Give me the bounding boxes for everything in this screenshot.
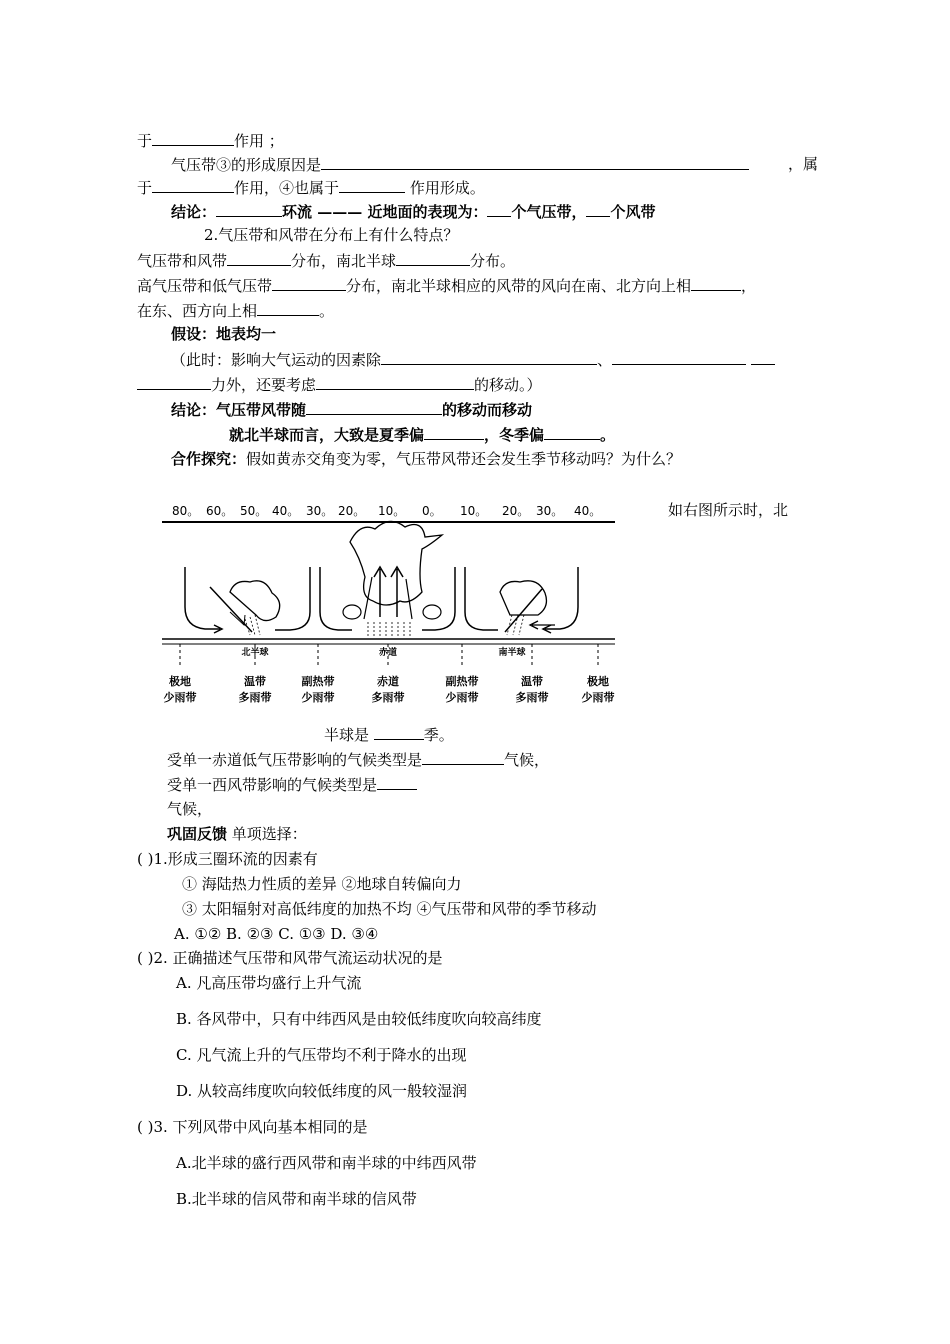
pressure-belt-diagram [160,497,620,712]
zone-label-top: 副热带 [445,675,479,688]
blank[interactable] [152,129,234,146]
question-2-heading: 2.气压带和风带在分布上有什么特点？ [204,226,459,244]
line-3: 于 作用，④也属于 作用形成。 [137,176,485,199]
conclusion-2: 结论：气压带风带随 的移动而移动 [171,398,532,421]
zone-label-top: 温带 [521,675,543,688]
zone-label-top: 极地 [169,675,191,688]
zone-label-bottom: 多雨带 [371,691,405,704]
line-7: 高气压带和低气压带 分布，南北半球相应的风带的风向在南、北方向上相 ， [137,274,756,297]
blank[interactable] [339,176,405,193]
latitude-label: 40。 [574,504,602,518]
latitude-label: 20。 [338,504,366,518]
blank[interactable] [227,249,291,266]
zone-label-top: 副热带 [301,675,335,688]
line-19: 气候， [167,800,213,818]
latitude-label: 0。 [422,504,442,518]
latitude-label: 20。 [502,504,530,518]
line-1: 于 作用 ； [137,129,284,152]
line-2-end: ，属 [788,155,819,173]
blank[interactable] [544,423,600,440]
latitude-label: 50。 [240,504,268,518]
polar-downdraft-arrow-right [545,567,578,629]
question-2-option-c: C. 凡气流上升的气压带均不利于降水的出现 [176,1046,467,1064]
blank[interactable] [424,423,484,440]
question-3-option-b: B.北半球的信风带和南半球的信风带 [176,1190,417,1208]
hemisphere-label: 南半球 [498,648,526,658]
blank[interactable] [612,348,746,365]
zone-label-bottom: 多雨带 [515,691,549,704]
blank[interactable] [396,249,470,266]
blank[interactable] [586,200,610,217]
latitude-label: 10。 [460,504,488,518]
blank[interactable] [272,274,346,291]
blank[interactable] [487,200,511,217]
question-1-answers: A. ①② B. ②③ C. ①③ D. ③④ [174,925,379,943]
latitude-label: 80。 [172,504,200,518]
polar-downdraft-arrow-left [185,567,220,629]
subtropical-downdraft-south [422,567,455,630]
conclusion-1: 结论： 环流 ——— 近地面的表现为： 个气压带， 个风带 [171,200,656,223]
zone-label-bottom: 少雨带 [445,691,479,704]
latitude-label: 40。 [272,504,300,518]
question-2-option-b: B. 各风带中，只有中纬西风是由较低纬度吹向较高纬度 [176,1010,542,1028]
convection-cloud [350,521,442,605]
question-2: ( )2. 正确描述气压带和风带气流运动状况的是 [137,949,443,967]
latitude-label: 30。 [536,504,564,518]
zone-label-bottom: 少雨带 [301,691,335,704]
blank[interactable] [152,176,234,193]
line-16: 半球是 季。 [324,723,454,746]
blank[interactable] [691,274,741,291]
assumption: 假设：地表均一 [171,325,277,343]
line-18: 受单一西风带影响的气候类型是 [167,773,417,796]
question-1-options-b: ③ 太阳辐射对高低纬度的加热不均 ④气压带和风带的季节移动 [182,900,597,918]
blank[interactable] [422,748,504,765]
blank[interactable] [316,373,474,390]
hemisphere-labels [241,646,525,658]
subtropical-downdraft-north [275,567,310,630]
hemisphere-label: 北半球 [241,648,269,658]
line-11: 力外，还要考虑 的移动。） [137,373,542,396]
question-3: ( )3. 下列风带中风向基本相同的是 [137,1118,368,1136]
zone-labels [164,674,615,704]
line-2: 气压带③的形成原因是 [171,153,749,176]
blank[interactable] [306,398,442,415]
line-17: 受单一赤道低气压带影响的气候类型是 气候， [167,748,549,771]
question-2-option-a: A. 凡高压带均盛行上升气流 [176,974,362,992]
zone-label-bottom: 多雨带 [238,691,272,704]
latitude-label: 30。 [306,504,334,518]
blank[interactable] [257,299,319,316]
blank[interactable] [216,200,282,217]
blank[interactable] [377,773,417,790]
blank[interactable] [137,373,211,390]
line-8: 在东、西方向上相 。 [137,299,334,322]
blank[interactable] [381,348,597,365]
latitude-labels [172,504,601,518]
blank[interactable] [374,723,424,740]
zone-label-top: 极地 [587,675,609,688]
zone-label-top: 赤道 [377,675,399,688]
latitude-label: 60。 [206,504,234,518]
zone-label-top: 温带 [244,675,266,688]
conclusion-3: 就北半球而言，大致是夏季偏 ，冬季偏 。 [229,423,615,446]
blank[interactable] [321,153,749,170]
line-6: 气压带和风带 分布，南北半球 分布。 [137,249,515,272]
question-3-option-a: A.北半球的盛行西风带和南半球的中纬西风带 [176,1154,477,1172]
question-2-option-d: D. 从较高纬度吹向较低纬度的风一般较湿润 [176,1082,468,1100]
hemisphere-label: 赤道 [378,648,398,658]
line-10: （此时：影响大气运动的因素除 、 [171,348,775,371]
practice-heading: 巩固反馈 单项选择： [167,825,307,843]
question-1: ( )1.形成三圈环流的因素有 [137,850,318,868]
front-cloud-north [230,581,280,621]
blank[interactable] [751,348,775,365]
zone-label-bottom: 少雨带 [163,691,197,704]
question-1-options-a: ① 海陆热力性质的差异 ②地球自转偏向力 [182,875,462,893]
cooperative-inquiry: 合作探究：假如黄赤交角变为零，气压带风带还会发生季节移动吗？为什么？ [171,450,682,468]
latitude-label: 10。 [378,504,406,518]
zone-label-bottom: 少雨带 [581,691,615,704]
figure-caption-right: 如右图所示时，北 [668,501,789,519]
